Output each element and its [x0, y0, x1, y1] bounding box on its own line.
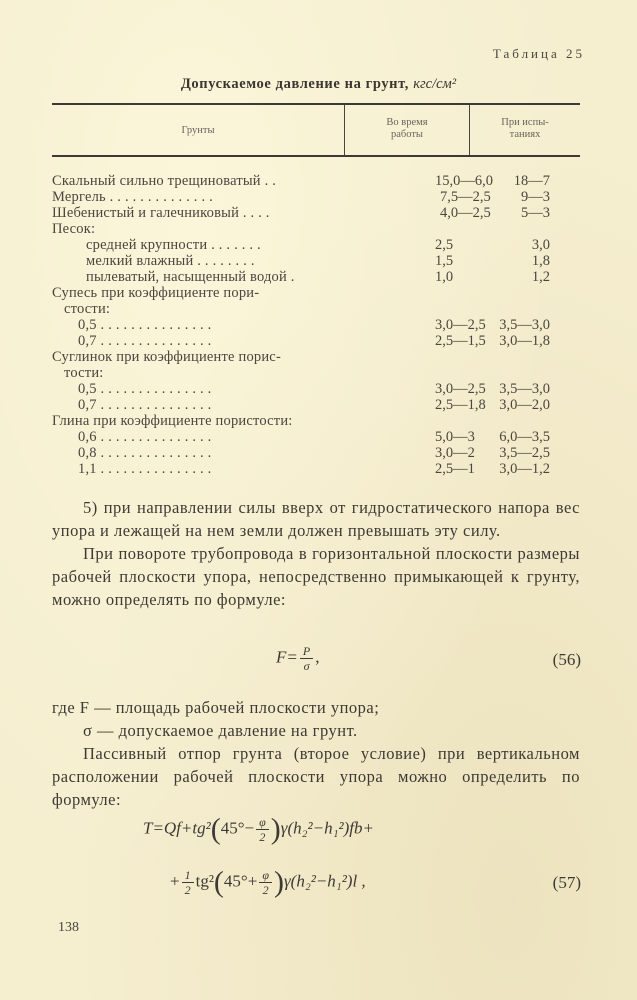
table-row: 0,6 . . . . . . . . . . . . . . . 5,0—3 6,0—3,5	[78, 429, 550, 445]
equation-number-56: (56)	[552, 650, 581, 669]
formula-57-line1: T=Qf+tg²(45°− $\frac{\varphi}{2}$ )γ(h₂²−h₁²)fb+	[143, 812, 374, 846]
table-row: Суглинок при коэффициенте порис-	[52, 349, 281, 365]
table-title	[0, 76, 637, 93]
table-row: 1,1 . . . . . . . . . . . . . . . 2,5—1 3,0—1,2	[78, 461, 550, 477]
table-row: 0,5 . . . . . . . . . . . . . . . 3,0—2,5 3,5—3,0	[78, 381, 550, 397]
table-row: Мергель . . . . . . . . . . . . . . 7,5—2,5 9—3	[52, 189, 550, 205]
table-title-text: Допускаемое давление на грунт,	[180, 76, 409, 92]
table-label: Таблица 25	[492, 46, 585, 61]
formula-56: F= $\frac{P}{\sigma}$ ,	[276, 644, 320, 673]
table-row: 0,7 . . . . . . . . . . . . . . . 2,5—1,8 3,0—2,0	[78, 397, 550, 413]
table-header-rule	[52, 155, 580, 157]
table-row: Супесь при коэффициенте пори-	[52, 285, 260, 301]
table-row: Шебенистый и галечниковый . . . . 4,0—2,5 5—3	[52, 205, 550, 221]
paragraph-block-2	[52, 696, 580, 811]
table-row: Глина при коэффициенте пористости:	[52, 413, 293, 429]
table-row: 0,8 . . . . . . . . . . . . . . . 3,0—2 3,5—2,5	[78, 445, 550, 461]
where-line: σ — допускаемое давление на грунт.	[83, 721, 358, 740]
header-during-work: Во время работы	[386, 117, 428, 140]
table-row: Песок:	[52, 221, 96, 237]
table-row: 0,5 . . . . . . . . . . . . . . . 3,0—2,5 3,5—3,0	[78, 317, 550, 333]
where-line: где F — площадь рабочей плоскости упора;	[52, 698, 380, 717]
header-during-test: При испы- таниях	[501, 117, 549, 140]
table-unit: кгс/см²	[413, 76, 457, 92]
table-row: средней крупности . . . . . . . 2,5 3,0	[86, 237, 550, 253]
table-row: тости:	[64, 365, 104, 381]
page-number: 138	[58, 920, 79, 935]
formula-57-line2: + $\frac{1}{2}$ tg²(45°+ $\frac{\varphi}{2}$ )γ(h₂²−h₁²)l ,	[170, 865, 366, 899]
table-top-rule	[52, 103, 580, 105]
header-soils: Грунты	[181, 125, 215, 136]
paragraph: 5) при направлении силы вверх от гидростатического напора вес упора и лежащей на нем земли должен превышать эту силу.	[52, 498, 580, 540]
paragraph: Пассивный отпор грунта (второе условие) при вертикальном расположении рабочей плоскости упора можно определить по формуле:	[52, 744, 580, 809]
equation-number-57: (57)	[552, 873, 581, 892]
paragraph-block-1	[52, 496, 580, 611]
table-row: мелкий влажный . . . . . . . . 1,5 1,8	[86, 253, 550, 269]
table-row: Скальный сильно трещиноватый . . 15,0—6,0 18—7	[52, 173, 550, 189]
table-row: стости:	[64, 301, 111, 317]
table-row: 0,7 . . . . . . . . . . . . . . . 2,5—1,5 3,0—1,8	[78, 333, 550, 349]
table-row: пылеватый, насыщенный водой . 1,0 1,2	[86, 269, 550, 285]
paragraph: При повороте трубопровода в горизонтальной плоскости размеры рабочей плоскости упора, непосредственно примыкающей к грунту, можно определять по формуле:	[52, 544, 580, 609]
